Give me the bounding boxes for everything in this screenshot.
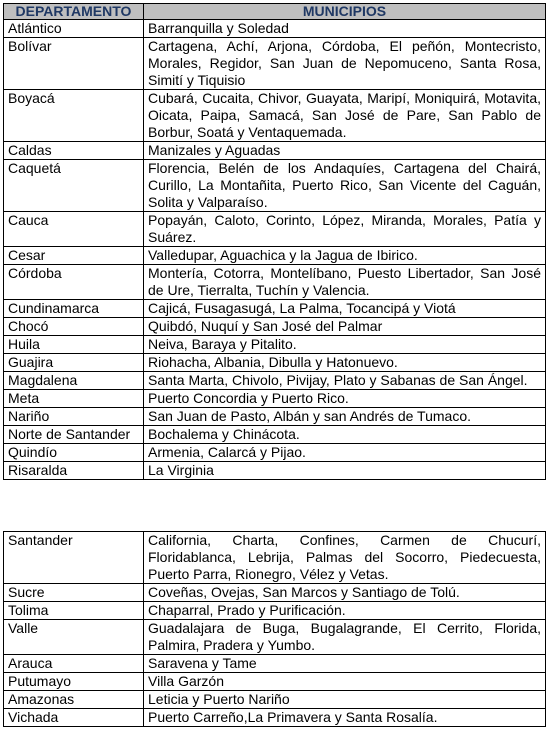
table-row [4, 336, 546, 354]
departamento-cell: Córdoba [4, 265, 144, 300]
departamento-cell: Bolívar [4, 38, 144, 90]
table-row [4, 408, 546, 426]
municipios-cell: Puerto Carreño,La Primavera y Santa Rosalía. [144, 709, 546, 727]
table-row [4, 444, 546, 462]
table-row [4, 160, 546, 212]
table-row [4, 142, 546, 160]
table-row [4, 20, 546, 38]
departamento-cell: Boyacá [4, 90, 144, 142]
departamento-cell: Guajira [4, 354, 144, 372]
departamento-cell: Arauca [4, 655, 144, 673]
municipios-cell: Neiva, Baraya y Pitalito. [144, 336, 546, 354]
table-row [4, 247, 546, 265]
municipios-cell: Riohacha, Albania, Dibulla y Hatonuevo. [144, 354, 546, 372]
table-row [4, 372, 546, 390]
departamento-cell: Huila [4, 336, 144, 354]
municipios-cell: Santa Marta, Chivolo, Pivijay, Plato y Sabanas de San Ángel. [144, 372, 546, 390]
municipios-cell: San Juan de Pasto, Albán y san Andrés de Tumaco. [144, 408, 546, 426]
municipios-cell: Manizales y Aguadas [144, 142, 546, 160]
municipios-cell: Bochalema y Chinácota. [144, 426, 546, 444]
table-row [4, 620, 546, 655]
header-municipios: MUNICIPIOS [144, 4, 546, 20]
departamento-cell: Meta [4, 390, 144, 408]
departamento-cell: Norte de Santander [4, 426, 144, 444]
departamento-cell: Santander [4, 532, 144, 584]
table-body-part-2 [4, 532, 546, 727]
municipios-cell: California, Charta, Confines, Carmen de Chucurí, Floridablanca, Lebrija, Palmas del Socorro, Piedecuesta, Puerto Parra, Rionegro, Vélez y Vetas. [144, 532, 546, 584]
municipios-cell: Coveñas, Ovejas, San Marcos y Santiago de Tolú. [144, 584, 546, 602]
departamento-cell: Caquetá [4, 160, 144, 212]
municipios-cell: Chaparral, Prado y Purificación. [144, 602, 546, 620]
municipios-table-part-1 [3, 3, 546, 480]
departamento-cell: Cundinamarca [4, 300, 144, 318]
table-row [4, 426, 546, 444]
municipios-table-part-2 [3, 531, 546, 727]
header-departamento: DEPARTAMENTO [4, 4, 144, 20]
municipios-cell: Saravena y Tame [144, 655, 546, 673]
table-row [4, 212, 546, 247]
departamento-cell: Chocó [4, 318, 144, 336]
departamento-cell: Amazonas [4, 691, 144, 709]
municipios-cell: Florencia, Belén de los Andaquíes, Cartagena del Chairá, Curillo, La Montañita, Puerto Rico, San Vicente del Caguán, Solita y Valparaíso. [144, 160, 546, 212]
municipios-cell: Armenia, Calarcá y Pijao. [144, 444, 546, 462]
table-row [4, 532, 546, 584]
table-row [4, 673, 546, 691]
table-row [4, 462, 546, 480]
municipios-cell: Cartagena, Achí, Arjona, Córdoba, El peñón, Montecristo, Morales, Regidor, San Juan de Nepomuceno, Santa Rosa, Simití y Tiquisio [144, 38, 546, 90]
table-row [4, 691, 546, 709]
municipios-cell: Valledupar, Aguachica y la Jagua de Ibirico. [144, 247, 546, 265]
municipios-cell: Cubará, Cucaita, Chivor, Guayata, Maripí, Moniquirá, Motavita, Oicata, Paipa, Samacá, San José de Pare, San Pablo de Borbur, Soatá y Ventaquemada. [144, 90, 546, 142]
municipios-cell: Barranquilla y Soledad [144, 20, 546, 38]
municipios-cell: Cajicá, Fusagasugá, La Palma, Tocancipá y Viotá [144, 300, 546, 318]
table-row [4, 584, 546, 602]
departamento-cell: Valle [4, 620, 144, 655]
departamento-cell: Tolima [4, 602, 144, 620]
table-row [4, 90, 546, 142]
departamento-cell: Cauca [4, 212, 144, 247]
table-row [4, 318, 546, 336]
municipios-cell: Villa Garzón [144, 673, 546, 691]
table-row [4, 602, 546, 620]
departamento-cell: Cesar [4, 247, 144, 265]
municipios-cell: Leticia y Puerto Nariño [144, 691, 546, 709]
municipios-cell: Montería, Cotorra, Montelíbano, Puesto Libertador, San José de Ure, Tierralta, Tuchín y Valencia. [144, 265, 546, 300]
departamento-cell: Quindío [4, 444, 144, 462]
table-row [4, 38, 546, 90]
table-header-row [4, 4, 546, 20]
departamento-cell: Nariño [4, 408, 144, 426]
municipios-cell: Guadalajara de Buga, Bugalagrande, El Cerrito, Florida, Palmira, Pradera y Yumbo. [144, 620, 546, 655]
municipios-cell: Popayán, Caloto, Corinto, López, Miranda, Morales, Patía y Suárez. [144, 212, 546, 247]
departamento-cell: Risaralda [4, 462, 144, 480]
table-row [4, 709, 546, 727]
municipios-cell: La Virginia [144, 462, 546, 480]
table-row [4, 300, 546, 318]
municipios-cell: Quibdó, Nuquí y San José del Palmar [144, 318, 546, 336]
departamento-cell: Sucre [4, 584, 144, 602]
table-row [4, 354, 546, 372]
table-row [4, 265, 546, 300]
departamento-cell: Putumayo [4, 673, 144, 691]
table-row [4, 655, 546, 673]
table-body-part-1 [4, 20, 546, 480]
departamento-cell: Magdalena [4, 372, 144, 390]
departamento-cell: Caldas [4, 142, 144, 160]
table-row [4, 390, 546, 408]
departamento-cell: Vichada [4, 709, 144, 727]
departamento-cell: Atlántico [4, 20, 144, 38]
municipios-cell: Puerto Concordia y Puerto Rico. [144, 390, 546, 408]
